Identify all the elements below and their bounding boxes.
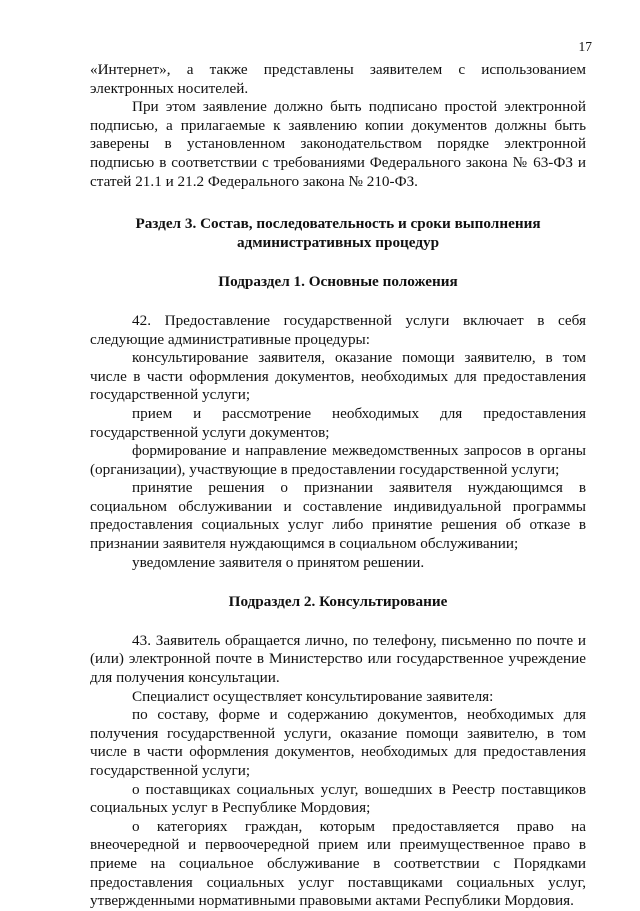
procedure-reception: прием и рассмотрение необходимых для предоставления государственной услуги документов; (90, 404, 586, 441)
page-number: 17 (578, 39, 592, 54)
paragraph-internet-carriers: «Интернет», а также представлены заявителем с использованием электронных носителей. (90, 61, 586, 97)
procedure-decision: принятие решения о признании заявителя нуждающимся в социальном обслуживании и составление индивидуальной программы предоставления социальных услуг либо принятие решения об отказе в признании заявителя нуждающимся в социальном обслуживании; (90, 479, 586, 553)
subsection-1-heading: Подраздел 1. Основные положения (218, 273, 458, 291)
procedure-notification: уведомление заявителя о принятом решении. (132, 553, 425, 571)
paragraph-42: 42. Предоставление государственной услуги включает в себя следующие административные процедуры: (90, 311, 586, 348)
paragraph-43: 43. Заявитель обращается лично, по телефону, письменно по почте и (или) электронной почте в Министерство или государственное учреждение для получения консультации. (90, 631, 586, 687)
consult-providers: о поставщиках социальных услуг, вошедших в Реестр поставщиков социальных услуг в Республике Мордовия; (90, 780, 586, 817)
procedure-interagency-requests: формирование и направление межведомственных запросов в органы (организации), участвующие в предоставлении государственной услуги; (90, 442, 586, 478)
section-3-heading: Раздел 3. Состав, последовательность и сроки выполнения административных процедур (135, 215, 541, 251)
consult-categories: о категориях граждан, которым предоставляется право на внеочередной и первоочередной прием или преимущественное право в приеме на социальное обслуживание в соответствии с Порядками предоставления социальных услуг поставщиками социальных услуг, утвержденными нормативными правовыми актами Республики Мордовия. (90, 817, 586, 910)
subsection-2-heading: Подраздел 2. Консультирование (228, 593, 448, 611)
document-body (90, 61, 586, 911)
consult-documents: по составу, форме и содержанию документов, необходимых для получения государственной услуги, оказание помощи заявителю, в том числе в части оформления документов, необходимых для предоставления государственной услуги; (90, 706, 586, 779)
paragraph-specialist: Специалист осуществляет консультирование заявителя: (132, 687, 494, 705)
procedure-consulting: консультирование заявителя, оказание помощи заявителю, в том числе в части оформления документов, необходимых для предоставления государственной услуги; (90, 349, 586, 404)
paragraph-electronic-signature: При этом заявление должно быть подписано простой электронной подписью, а прилагаемые к заявлению копии документов должны быть заверены в установленном законодательством порядке электронной подписью в соответствии с требованиями Федерального закона № 63-ФЗ и статей 21.1 и 21.2 Федерального закона № 210-ФЗ. (90, 98, 586, 190)
